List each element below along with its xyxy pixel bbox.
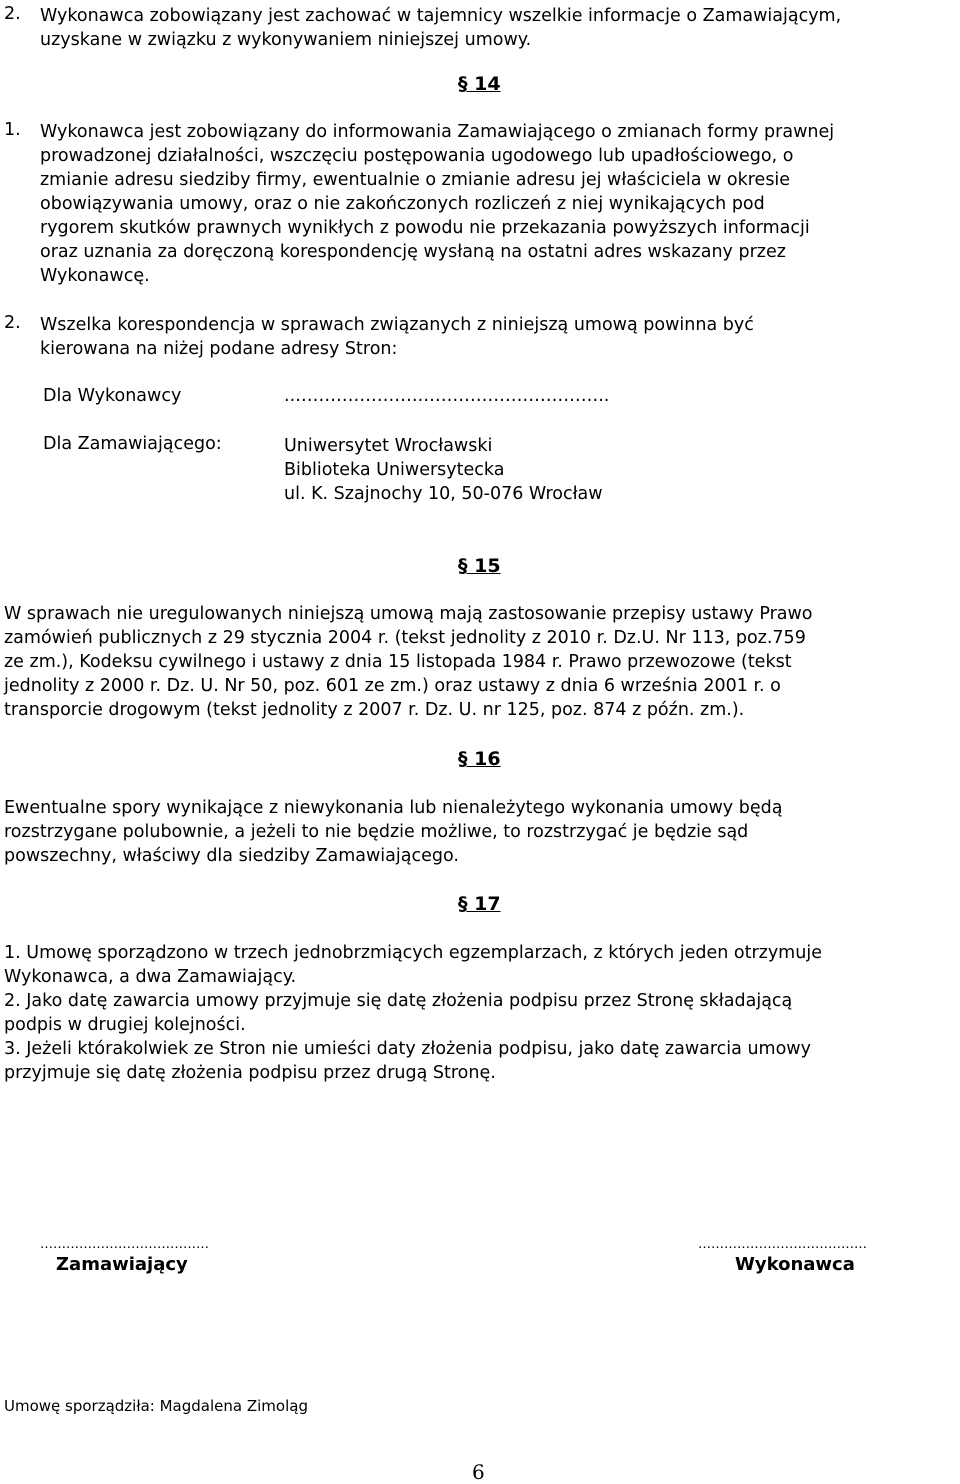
text-line: Wszelka korespondencja w sprawach związanych z niniejszą umową powinna być [40, 315, 754, 335]
address-line: Uniwersytet Wrocławski [284, 436, 493, 456]
text-line: powszechny, właściwy dla siedziby Zamawiającego. [4, 846, 459, 866]
text-line: jednolity z 2000 r. Dz. U. Nr 50, poz. 601 ze zm.) oraz ustawy z dnia 6 września 2001 r. o [4, 676, 781, 696]
clause14-point1 [40, 120, 956, 288]
signature-label-contractor: Wykonawca [735, 1254, 855, 1275]
clause13-point2 [40, 4, 956, 52]
address-line: Biblioteka Uniwersytecka [284, 460, 505, 480]
text-line: W sprawach nie uregulowanych niniejszą umową mają zastosowanie przepisy ustawy Prawo [4, 604, 813, 624]
text-line: zmianie adresu siedziby firmy, ewentualnie o zmianie adresu jej właściciela w okresie [40, 170, 791, 190]
prepared-by: Umowę sporządziła: Magdalena Zimoląg [4, 1397, 308, 1415]
text-line: Wykonawcę. [40, 266, 150, 286]
clause17-text [4, 941, 956, 1085]
text-line: Wykonawca, a dwa Zamawiający. [4, 967, 297, 987]
clause15-text [4, 602, 956, 722]
text-line: prowadzonej działalności, wszczęciu postępowania ugodowego lub upadłościowego, o [40, 146, 794, 166]
section-heading-15: § 15 [458, 555, 501, 577]
text-line: obowiązywania umowy, oraz o nie zakończonych rozliczeń z niej wynikających pod [40, 194, 765, 214]
list-number: 2. [4, 313, 21, 333]
signature-label-client: Zamawiający [56, 1254, 188, 1275]
text-line: Wykonawca zobowiązany jest zachować w tajemnicy wszelkie informacje o Zamawiającym, [40, 6, 842, 26]
address-client-label: Dla Zamawiającego: [43, 434, 222, 454]
text-line: uzyskane w związku z wykonywaniem niniejszej umowy. [40, 30, 532, 50]
signature-line-contractor: ………………………………… [698, 1237, 867, 1252]
text-line: podpis w drugiej kolejności. [4, 1015, 246, 1035]
address-contractor-label: Dla Wykonawcy [43, 386, 182, 406]
text-line: transporcie drogowym (tekst jednolity z 2007 r. Dz. U. nr 125, poz. 874 z późn. zm.). [4, 700, 745, 720]
address-line: ul. K. Szajnochy 10, 50-076 Wrocław [284, 484, 603, 504]
text-line: rozstrzygane polubownie, a jeżeli to nie będzie możliwe, to rozstrzygać je będzie sąd [4, 822, 749, 842]
text-line: kierowana na niżej podane adresy Stron: [40, 339, 398, 359]
text-line: rygorem skutków prawnych wynikłych z powodu nie przekazania powyższych informacji [40, 218, 810, 238]
clause14-point2 [40, 313, 956, 361]
text-line: 2. Jako datę zawarcia umowy przyjmuje się datę złożenia podpisu przez Stronę składającą [4, 991, 793, 1011]
text-line: 1. Umowę sporządzono w trzech jednobrzmiących egzemplarzach, z których jeden otrzymuje [4, 943, 822, 963]
text-line: ze zm.), Kodeksu cywilnego i ustawy z dnia 15 listopada 1984 r. Prawo przewozowe (tekst [4, 652, 792, 672]
address-contractor-value: ..………………….………………………….. [284, 386, 610, 406]
text-line: oraz uznania za doręczoną korespondencję wysłaną na ostatni adres wskazany przez [40, 242, 786, 262]
list-number: 2. [4, 4, 21, 24]
text-line: 3. Jeżeli którakolwiek ze Stron nie umieści daty złożenia podpisu, jako datę zawarcia umowy [4, 1039, 811, 1059]
section-heading-14: § 14 [458, 73, 501, 95]
section-heading-17: § 17 [458, 893, 501, 915]
text-line: zamówień publicznych z 29 stycznia 2004 r. (tekst jednolity z 2010 r. Dz.U. Nr 113, poz.759 [4, 628, 806, 648]
text-line: Wykonawca jest zobowiązany do informowania Zamawiającego o zmianach formy prawnej [40, 122, 835, 142]
section-heading-16: § 16 [458, 748, 501, 770]
text-line: Ewentualne spory wynikające z niewykonania lub nienależytego wykonania umowy będą [4, 798, 783, 818]
address-client-value [284, 434, 603, 506]
clause16-text [4, 796, 956, 868]
signature-line-client: ………………………………… [40, 1237, 209, 1252]
text-line: przyjmuje się datę złożenia podpisu przez drugą Stronę. [4, 1063, 496, 1083]
list-number: 1. [4, 120, 21, 140]
page-number: 6 [472, 1460, 485, 1484]
